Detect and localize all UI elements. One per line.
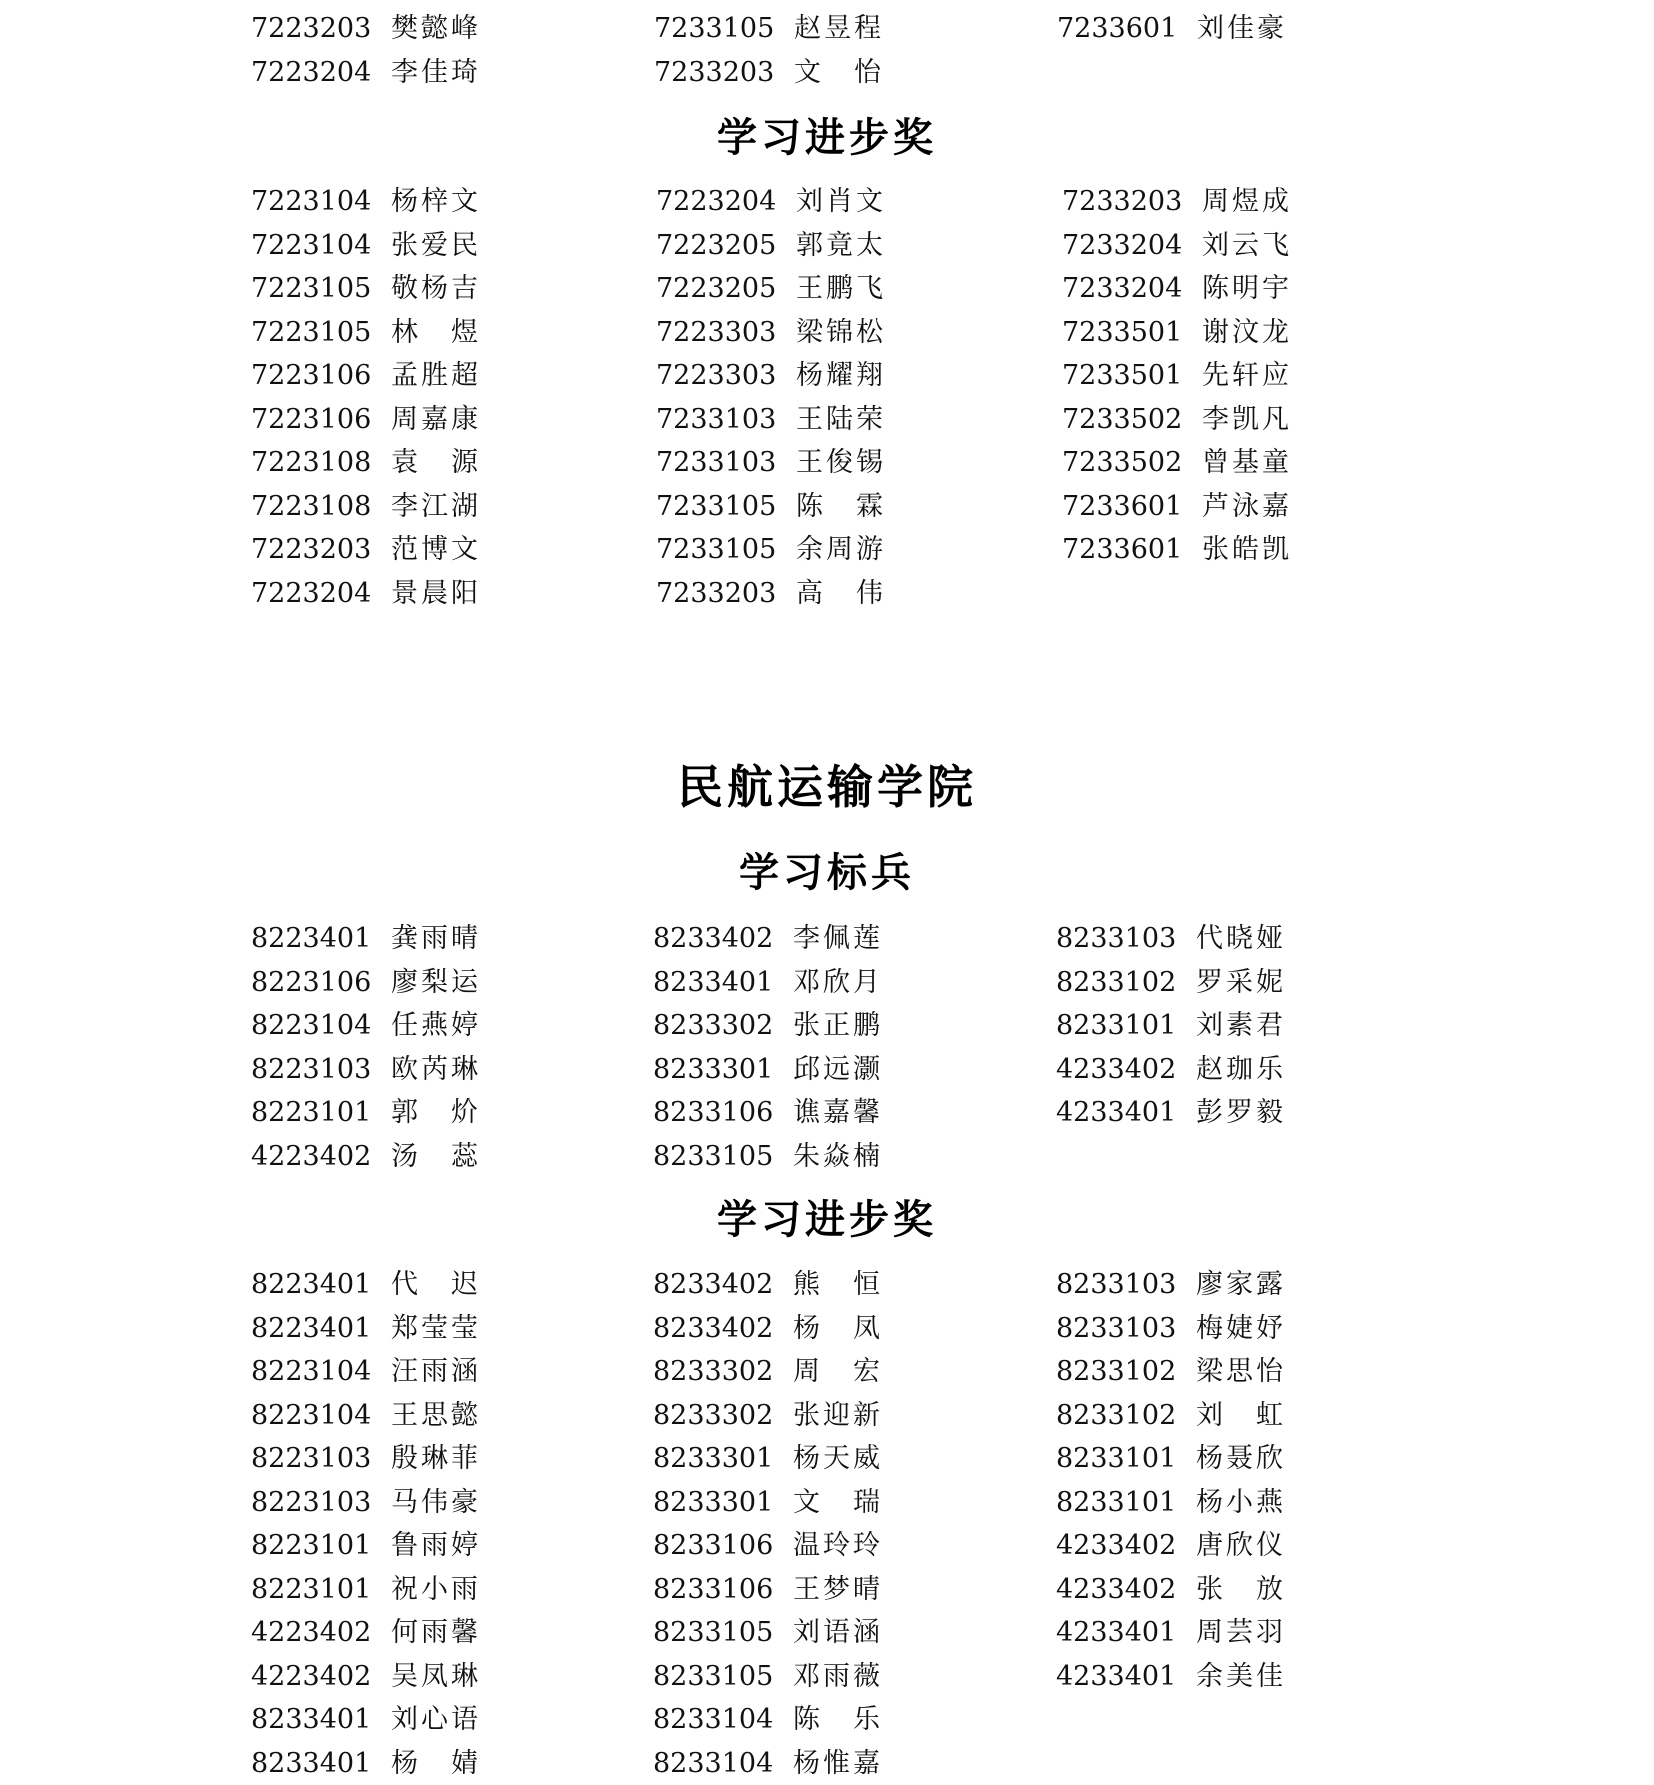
list-item bbox=[251, 354, 481, 398]
student-name: 杨聂欣 bbox=[1196, 1437, 1286, 1481]
student-id: 8233401 bbox=[251, 1742, 391, 1785]
student-id: 8233103 bbox=[1056, 917, 1196, 961]
list-item bbox=[251, 1481, 481, 1525]
student-name: 马伟豪 bbox=[391, 1481, 481, 1525]
student-id: 7223105 bbox=[251, 311, 391, 355]
student-name: 樊懿峰 bbox=[391, 7, 481, 51]
student-name: 彭罗毅 bbox=[1196, 1091, 1286, 1135]
list-item bbox=[1056, 1048, 1286, 1092]
list-item bbox=[251, 311, 481, 355]
student-id: 8233101 bbox=[1056, 1481, 1196, 1525]
student-id: 7223108 bbox=[251, 485, 391, 529]
student-name: 张正鹏 bbox=[793, 1004, 883, 1048]
student-name: 谯嘉馨 bbox=[793, 1091, 883, 1135]
student-id: 4223402 bbox=[251, 1611, 391, 1655]
student-id: 4223402 bbox=[251, 1135, 391, 1179]
student-id: 8233102 bbox=[1056, 1394, 1196, 1438]
student-name: 张爱民 bbox=[391, 224, 481, 268]
student-name: 刘语涵 bbox=[793, 1611, 883, 1655]
student-name: 刘素君 bbox=[1196, 1004, 1286, 1048]
student-id: 7223204 bbox=[251, 51, 391, 95]
student-id: 8233103 bbox=[1056, 1307, 1196, 1351]
list-column bbox=[1057, 7, 1287, 51]
student-name: 文 瑞 bbox=[793, 1481, 883, 1525]
student-id: 8233301 bbox=[653, 1481, 793, 1525]
student-name: 谢汶龙 bbox=[1202, 311, 1292, 355]
student-name: 刘 虹 bbox=[1196, 1394, 1286, 1438]
student-id: 7233501 bbox=[1062, 354, 1202, 398]
student-id: 8223104 bbox=[251, 1394, 391, 1438]
list-item bbox=[653, 1135, 883, 1179]
student-id: 8233101 bbox=[1056, 1004, 1196, 1048]
list-item bbox=[1062, 224, 1292, 268]
student-name: 杨小燕 bbox=[1196, 1481, 1286, 1525]
student-name: 廖家露 bbox=[1196, 1263, 1286, 1307]
list-item bbox=[656, 354, 886, 398]
list-item bbox=[251, 1698, 481, 1742]
student-name: 汤 蕊 bbox=[391, 1135, 481, 1179]
student-id: 8223103 bbox=[251, 1481, 391, 1525]
list-column bbox=[1062, 180, 1292, 572]
student-name: 杨惟嘉 bbox=[793, 1742, 883, 1785]
list-item bbox=[653, 1568, 883, 1612]
list-item bbox=[654, 51, 884, 95]
student-id: 8223101 bbox=[251, 1568, 391, 1612]
student-name: 王陆荣 bbox=[796, 398, 886, 442]
student-name: 高 伟 bbox=[796, 572, 886, 616]
section-heading: 学习进步奖 bbox=[0, 110, 1654, 166]
student-name: 曾基童 bbox=[1202, 441, 1292, 485]
student-name: 余美佳 bbox=[1196, 1655, 1286, 1699]
list-column bbox=[251, 7, 481, 94]
list-item bbox=[1062, 485, 1292, 529]
student-id: 7233601 bbox=[1057, 7, 1197, 51]
student-name: 邓欣月 bbox=[793, 961, 883, 1005]
student-id: 8233104 bbox=[653, 1698, 793, 1742]
list-item bbox=[251, 1742, 481, 1785]
list-item bbox=[251, 961, 481, 1005]
student-name: 李江湖 bbox=[391, 485, 481, 529]
student-id: 7223104 bbox=[251, 180, 391, 224]
list-item bbox=[653, 1004, 883, 1048]
student-id: 8233106 bbox=[653, 1091, 793, 1135]
student-name: 刘云飞 bbox=[1202, 224, 1292, 268]
section-heading: 学习标兵 bbox=[0, 845, 1654, 901]
student-name: 范博文 bbox=[391, 528, 481, 572]
list-item bbox=[251, 51, 481, 95]
list-item bbox=[1056, 1437, 1286, 1481]
student-id: 8223101 bbox=[251, 1091, 391, 1135]
student-name: 袁 源 bbox=[391, 441, 481, 485]
student-id: 4233402 bbox=[1056, 1524, 1196, 1568]
student-id: 7233105 bbox=[656, 528, 796, 572]
student-id: 8233102 bbox=[1056, 1350, 1196, 1394]
student-name: 何雨馨 bbox=[391, 1611, 481, 1655]
student-name: 先轩应 bbox=[1202, 354, 1292, 398]
list-item bbox=[251, 1048, 481, 1092]
list-column bbox=[654, 7, 884, 94]
list-item bbox=[656, 485, 886, 529]
list-item bbox=[1056, 1004, 1286, 1048]
list-item bbox=[251, 528, 481, 572]
list-item bbox=[251, 917, 481, 961]
student-id: 8233103 bbox=[1056, 1263, 1196, 1307]
student-id: 8233402 bbox=[653, 1307, 793, 1351]
student-id: 8233102 bbox=[1056, 961, 1196, 1005]
list-item bbox=[251, 485, 481, 529]
student-name: 梅婕妤 bbox=[1196, 1307, 1286, 1351]
list-item bbox=[251, 224, 481, 268]
list-item bbox=[1062, 267, 1292, 311]
list-item bbox=[653, 1481, 883, 1525]
student-id: 7233105 bbox=[654, 7, 794, 51]
list-column bbox=[251, 180, 481, 615]
student-name: 代晓娅 bbox=[1196, 917, 1286, 961]
list-item bbox=[653, 1742, 883, 1785]
list-item bbox=[251, 7, 481, 51]
student-name: 陈 乐 bbox=[793, 1698, 883, 1742]
list-item bbox=[653, 1655, 883, 1699]
student-name: 郭竟太 bbox=[796, 224, 886, 268]
list-item bbox=[1056, 1350, 1286, 1394]
student-name: 杨 凤 bbox=[793, 1307, 883, 1351]
student-id: 8233105 bbox=[653, 1611, 793, 1655]
student-id: 7223203 bbox=[251, 528, 391, 572]
student-id: 8233106 bbox=[653, 1568, 793, 1612]
student-name: 杨梓文 bbox=[391, 180, 481, 224]
list-item bbox=[1056, 1481, 1286, 1525]
student-id: 4233401 bbox=[1056, 1655, 1196, 1699]
student-id: 7223104 bbox=[251, 224, 391, 268]
student-id: 8223103 bbox=[251, 1437, 391, 1481]
student-name: 温玲玲 bbox=[793, 1524, 883, 1568]
list-column bbox=[656, 180, 886, 615]
student-id: 8233302 bbox=[653, 1394, 793, 1438]
student-id: 8233105 bbox=[653, 1135, 793, 1179]
student-id: 7233502 bbox=[1062, 398, 1202, 442]
student-id: 7223106 bbox=[251, 354, 391, 398]
list-column bbox=[1056, 1263, 1286, 1698]
student-id: 7233501 bbox=[1062, 311, 1202, 355]
student-name: 王思懿 bbox=[391, 1394, 481, 1438]
list-item bbox=[251, 1655, 481, 1699]
student-name: 周嘉康 bbox=[391, 398, 481, 442]
list-column bbox=[653, 1263, 883, 1785]
student-name: 唐欣仪 bbox=[1196, 1524, 1286, 1568]
student-id: 7233204 bbox=[1062, 224, 1202, 268]
student-id: 7233601 bbox=[1062, 485, 1202, 529]
student-name: 郑莹莹 bbox=[391, 1307, 481, 1351]
student-name: 代 迟 bbox=[391, 1263, 481, 1307]
student-name: 余周游 bbox=[796, 528, 886, 572]
student-name: 王俊锡 bbox=[796, 441, 886, 485]
list-item bbox=[251, 1004, 481, 1048]
student-name: 刘心语 bbox=[391, 1698, 481, 1742]
list-item bbox=[656, 398, 886, 442]
list-item bbox=[653, 961, 883, 1005]
list-item bbox=[656, 528, 886, 572]
list-item bbox=[251, 1394, 481, 1438]
student-name: 梁思怡 bbox=[1196, 1350, 1286, 1394]
student-id: 8233302 bbox=[653, 1004, 793, 1048]
list-item bbox=[653, 1263, 883, 1307]
list-column bbox=[1056, 917, 1286, 1135]
list-item bbox=[1056, 1568, 1286, 1612]
student-name: 任燕婷 bbox=[391, 1004, 481, 1048]
student-id: 8223401 bbox=[251, 917, 391, 961]
student-name: 廖梨运 bbox=[391, 961, 481, 1005]
list-item bbox=[1056, 1307, 1286, 1351]
list-item bbox=[653, 1091, 883, 1135]
list-item bbox=[251, 1091, 481, 1135]
student-id: 8233101 bbox=[1056, 1437, 1196, 1481]
student-id: 7233203 bbox=[654, 51, 794, 95]
list-item bbox=[1056, 1263, 1286, 1307]
list-item bbox=[653, 1698, 883, 1742]
college-heading: 民航运输学院 bbox=[0, 755, 1654, 819]
student-name: 刘佳豪 bbox=[1197, 7, 1287, 51]
student-id: 8233106 bbox=[653, 1524, 793, 1568]
list-item bbox=[251, 1524, 481, 1568]
list-item bbox=[251, 1350, 481, 1394]
student-name: 祝小雨 bbox=[391, 1568, 481, 1612]
student-name: 周煜成 bbox=[1202, 180, 1292, 224]
student-id: 8223101 bbox=[251, 1524, 391, 1568]
list-item bbox=[656, 572, 886, 616]
student-name: 郭 炌 bbox=[391, 1091, 481, 1135]
student-name: 熊 恒 bbox=[793, 1263, 883, 1307]
list-item bbox=[653, 1437, 883, 1481]
student-id: 7223108 bbox=[251, 441, 391, 485]
list-item bbox=[654, 7, 884, 51]
section-heading: 学习进步奖 bbox=[0, 1192, 1654, 1248]
list-item bbox=[653, 1611, 883, 1655]
list-item bbox=[251, 572, 481, 616]
student-name: 梁锦松 bbox=[796, 311, 886, 355]
student-id: 8233104 bbox=[653, 1742, 793, 1785]
student-name: 汪雨涵 bbox=[391, 1350, 481, 1394]
student-id: 7233204 bbox=[1062, 267, 1202, 311]
student-name: 王鹏飞 bbox=[796, 267, 886, 311]
student-id: 4233401 bbox=[1056, 1611, 1196, 1655]
student-id: 8233105 bbox=[653, 1655, 793, 1699]
list-item bbox=[656, 441, 886, 485]
student-name: 殷琳菲 bbox=[391, 1437, 481, 1481]
student-id: 8233301 bbox=[653, 1437, 793, 1481]
list-item bbox=[656, 180, 886, 224]
student-id: 8233402 bbox=[653, 1263, 793, 1307]
list-item bbox=[656, 311, 886, 355]
student-name: 王梦晴 bbox=[793, 1568, 883, 1612]
student-name: 文 怡 bbox=[794, 51, 884, 95]
student-name: 李佳琦 bbox=[391, 51, 481, 95]
student-id: 7223204 bbox=[251, 572, 391, 616]
student-name: 芦泳嘉 bbox=[1202, 485, 1292, 529]
student-id: 7223105 bbox=[251, 267, 391, 311]
list-item bbox=[1062, 311, 1292, 355]
student-name: 周芸羽 bbox=[1196, 1611, 1286, 1655]
student-name: 陈明宇 bbox=[1202, 267, 1292, 311]
student-name: 杨天威 bbox=[793, 1437, 883, 1481]
list-item bbox=[1056, 1091, 1286, 1135]
student-name: 陈 霖 bbox=[796, 485, 886, 529]
list-item bbox=[653, 1307, 883, 1351]
student-name: 杨耀翔 bbox=[796, 354, 886, 398]
student-name: 欧芮琳 bbox=[391, 1048, 481, 1092]
student-name: 邱远灏 bbox=[793, 1048, 883, 1092]
student-name: 杨 婧 bbox=[391, 1742, 481, 1785]
student-id: 7233103 bbox=[656, 398, 796, 442]
list-item bbox=[251, 441, 481, 485]
list-column bbox=[653, 917, 883, 1178]
list-item bbox=[251, 1437, 481, 1481]
student-id: 8233301 bbox=[653, 1048, 793, 1092]
list-item bbox=[251, 1307, 481, 1351]
list-item bbox=[1056, 917, 1286, 961]
list-item bbox=[656, 267, 886, 311]
list-item bbox=[656, 224, 886, 268]
student-name: 罗采妮 bbox=[1196, 961, 1286, 1005]
student-id: 7223303 bbox=[656, 354, 796, 398]
list-item bbox=[1062, 528, 1292, 572]
student-id: 4233402 bbox=[1056, 1568, 1196, 1612]
student-name: 孟胜超 bbox=[391, 354, 481, 398]
student-id: 8233402 bbox=[653, 917, 793, 961]
list-item bbox=[1056, 1611, 1286, 1655]
student-id: 8223106 bbox=[251, 961, 391, 1005]
student-id: 8233302 bbox=[653, 1350, 793, 1394]
student-name: 刘肖文 bbox=[796, 180, 886, 224]
student-name: 赵昱程 bbox=[794, 7, 884, 51]
student-name: 邓雨薇 bbox=[793, 1655, 883, 1699]
student-id: 7223205 bbox=[656, 267, 796, 311]
student-id: 8233401 bbox=[653, 961, 793, 1005]
student-id: 7233203 bbox=[1062, 180, 1202, 224]
list-item bbox=[1056, 1394, 1286, 1438]
student-name: 李凯凡 bbox=[1202, 398, 1292, 442]
list-item bbox=[653, 1524, 883, 1568]
student-id: 4233401 bbox=[1056, 1091, 1196, 1135]
student-name: 吴凤琳 bbox=[391, 1655, 481, 1699]
student-id: 8223401 bbox=[251, 1307, 391, 1351]
student-name: 张 放 bbox=[1196, 1568, 1286, 1612]
student-id: 7233502 bbox=[1062, 441, 1202, 485]
student-name: 朱焱楠 bbox=[793, 1135, 883, 1179]
student-id: 7223204 bbox=[656, 180, 796, 224]
list-item bbox=[1056, 961, 1286, 1005]
list-item bbox=[251, 1611, 481, 1655]
student-id: 7233203 bbox=[656, 572, 796, 616]
list-item bbox=[251, 1568, 481, 1612]
student-name: 林 煜 bbox=[391, 311, 481, 355]
list-item bbox=[653, 1350, 883, 1394]
list-item bbox=[251, 180, 481, 224]
student-id: 4233402 bbox=[1056, 1048, 1196, 1092]
student-id: 7223205 bbox=[656, 224, 796, 268]
student-id: 7233103 bbox=[656, 441, 796, 485]
student-name: 周 宏 bbox=[793, 1350, 883, 1394]
student-name: 赵珈乐 bbox=[1196, 1048, 1286, 1092]
student-id: 8223104 bbox=[251, 1350, 391, 1394]
student-id: 7223203 bbox=[251, 7, 391, 51]
student-id: 8233401 bbox=[251, 1698, 391, 1742]
list-item bbox=[1057, 7, 1287, 51]
student-id: 8223104 bbox=[251, 1004, 391, 1048]
list-item bbox=[653, 917, 883, 961]
list-item bbox=[251, 1263, 481, 1307]
student-id: 7223106 bbox=[251, 398, 391, 442]
list-item bbox=[251, 1135, 481, 1179]
student-name: 鲁雨婷 bbox=[391, 1524, 481, 1568]
student-name: 景晨阳 bbox=[391, 572, 481, 616]
student-name: 张皓凯 bbox=[1202, 528, 1292, 572]
student-name: 张迎新 bbox=[793, 1394, 883, 1438]
student-id: 7223303 bbox=[656, 311, 796, 355]
student-id: 8223401 bbox=[251, 1263, 391, 1307]
list-item bbox=[653, 1048, 883, 1092]
student-id: 7233601 bbox=[1062, 528, 1202, 572]
list-item bbox=[1056, 1524, 1286, 1568]
list-column bbox=[251, 917, 481, 1178]
student-id: 8223103 bbox=[251, 1048, 391, 1092]
student-name: 敬杨吉 bbox=[391, 267, 481, 311]
student-name: 李佩莲 bbox=[793, 917, 883, 961]
student-id: 7233105 bbox=[656, 485, 796, 529]
student-id: 4223402 bbox=[251, 1655, 391, 1699]
list-item bbox=[1056, 1655, 1286, 1699]
list-item bbox=[251, 267, 481, 311]
student-name: 龚雨晴 bbox=[391, 917, 481, 961]
list-item bbox=[1062, 354, 1292, 398]
list-item bbox=[1062, 180, 1292, 224]
list-column bbox=[251, 1263, 481, 1785]
list-item bbox=[1062, 441, 1292, 485]
list-item bbox=[251, 398, 481, 442]
list-item bbox=[1062, 398, 1292, 442]
list-item bbox=[653, 1394, 883, 1438]
